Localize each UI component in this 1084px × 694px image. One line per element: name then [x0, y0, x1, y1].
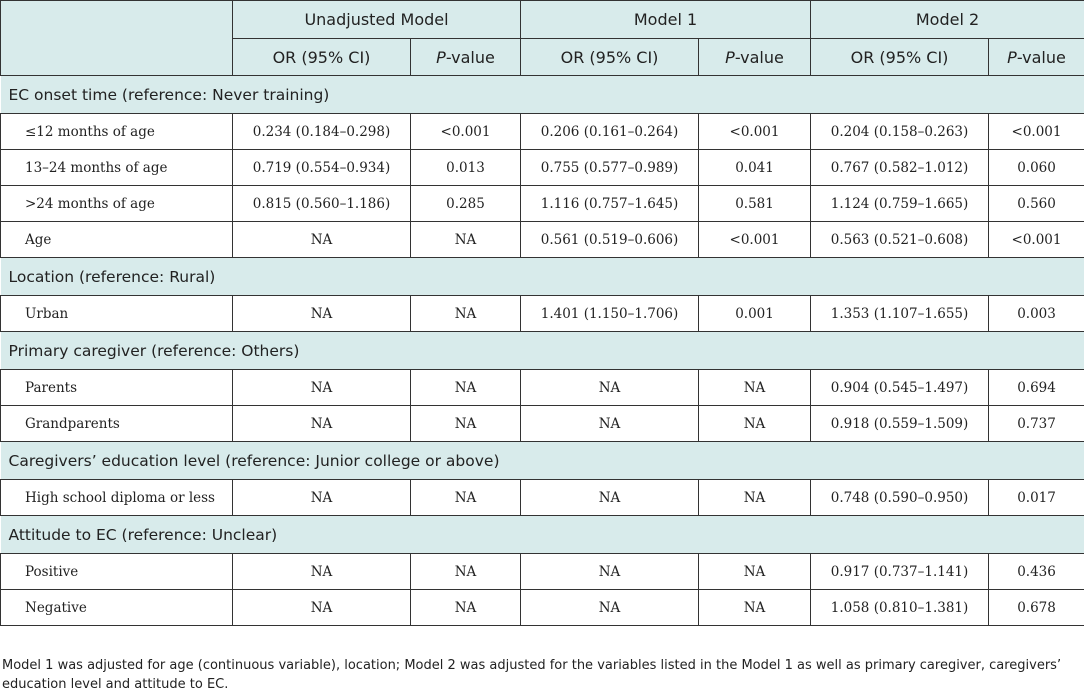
- header-model-2: Model 2: [811, 1, 1084, 39]
- or-ci-cell: 0.918 (0.559–1.509): [811, 406, 989, 442]
- or-ci-cell: NA: [521, 370, 699, 406]
- p-value-cell: NA: [699, 370, 811, 406]
- section-title: Location (reference: Rural): [1, 258, 1084, 296]
- or-ci-cell: NA: [233, 296, 411, 332]
- or-ci-cell: NA: [521, 590, 699, 626]
- p-value-cell: 0.001: [699, 296, 811, 332]
- footnote-line-2: education level and attitude to EC.: [2, 677, 229, 692]
- header-unadjusted-model: Unadjusted Model: [233, 1, 521, 39]
- row-label: ≤12 months of age: [1, 114, 233, 150]
- section-title: Attitude to EC (reference: Unclear): [1, 516, 1084, 554]
- or-ci-cell: 0.561 (0.519–0.606): [521, 222, 699, 258]
- p-value-cell: <0.001: [989, 114, 1084, 150]
- p-value-cell: NA: [411, 480, 521, 516]
- row-label: Age: [1, 222, 233, 258]
- or-ci-cell: 1.401 (1.150–1.706): [521, 296, 699, 332]
- p-value-cell: <0.001: [411, 114, 521, 150]
- section-row: [1, 516, 1084, 554]
- p-value-cell: 0.737: [989, 406, 1084, 442]
- row-label: 13–24 months of age: [1, 150, 233, 186]
- section-row: [1, 332, 1084, 370]
- or-ci-cell: 0.563 (0.521–0.608): [811, 222, 989, 258]
- p-value-cell: 0.678: [989, 590, 1084, 626]
- or-ci-cell: 0.719 (0.554–0.934): [233, 150, 411, 186]
- p-value-cell: NA: [411, 370, 521, 406]
- footnote-line-1: Model 1 was adjusted for age (continuous variable), location; Model 2 was adjusted for the variables listed in the Model 1 as well as primary caregiver, caregivers’: [2, 658, 1062, 673]
- p-value-cell: 0.041: [699, 150, 811, 186]
- header-or-ci: OR (95% CI): [811, 39, 989, 76]
- or-ci-cell: 1.116 (0.757–1.645): [521, 186, 699, 222]
- p-value-cell: NA: [699, 480, 811, 516]
- p-value-cell: 0.060: [989, 150, 1084, 186]
- section-title: Caregivers’ education level (reference: Junior college or above): [1, 442, 1084, 480]
- or-ci-cell: 0.904 (0.545–1.497): [811, 370, 989, 406]
- table-row: [1, 370, 1084, 406]
- row-label: Urban: [1, 296, 233, 332]
- p-value-cell: NA: [699, 590, 811, 626]
- or-ci-cell: NA: [233, 554, 411, 590]
- section-row: [1, 76, 1084, 114]
- or-ci-cell: NA: [233, 480, 411, 516]
- or-ci-cell: NA: [233, 590, 411, 626]
- p-value-cell: 0.581: [699, 186, 811, 222]
- p-value-cell: NA: [411, 554, 521, 590]
- table-row: [1, 222, 1084, 258]
- row-label: Positive: [1, 554, 233, 590]
- or-ci-cell: 0.767 (0.582–1.012): [811, 150, 989, 186]
- section-row: [1, 258, 1084, 296]
- table-body: [1, 76, 1084, 626]
- or-ci-cell: NA: [521, 406, 699, 442]
- p-value-cell: 0.013: [411, 150, 521, 186]
- or-ci-cell: 0.234 (0.184–0.298): [233, 114, 411, 150]
- or-ci-cell: NA: [233, 406, 411, 442]
- or-ci-cell: 0.206 (0.161–0.264): [521, 114, 699, 150]
- row-label: High school diploma or less: [1, 480, 233, 516]
- header-or-ci: OR (95% CI): [233, 39, 411, 76]
- p-value-cell: 0.017: [989, 480, 1084, 516]
- p-value-cell: NA: [699, 406, 811, 442]
- p-value-cell: <0.001: [699, 114, 811, 150]
- table-row: [1, 406, 1084, 442]
- table-footnote: [2, 656, 1084, 694]
- header-model-1: Model 1: [521, 1, 811, 39]
- p-value-cell: NA: [699, 554, 811, 590]
- section-row: [1, 442, 1084, 480]
- or-ci-cell: 1.124 (0.759–1.665): [811, 186, 989, 222]
- p-value-cell: NA: [411, 222, 521, 258]
- header-or-ci: OR (95% CI): [521, 39, 699, 76]
- p-value-cell: <0.001: [989, 222, 1084, 258]
- or-ci-cell: 0.815 (0.560–1.186): [233, 186, 411, 222]
- table-row: [1, 114, 1084, 150]
- header-p-value: P-value: [989, 39, 1084, 76]
- row-label: Negative: [1, 590, 233, 626]
- or-ci-cell: 0.204 (0.158–0.263): [811, 114, 989, 150]
- table-row: [1, 554, 1084, 590]
- row-label: Grandparents: [1, 406, 233, 442]
- header-p-value: P-value: [699, 39, 811, 76]
- row-label: >24 months of age: [1, 186, 233, 222]
- or-ci-cell: NA: [521, 480, 699, 516]
- or-ci-cell: NA: [233, 370, 411, 406]
- or-ci-cell: 1.353 (1.107–1.655): [811, 296, 989, 332]
- table-row: [1, 590, 1084, 626]
- p-value-cell: 0.560: [989, 186, 1084, 222]
- row-label: Parents: [1, 370, 233, 406]
- p-value-cell: 0.694: [989, 370, 1084, 406]
- header-corner-cell: [1, 1, 233, 76]
- p-value-cell: <0.001: [699, 222, 811, 258]
- table-row: [1, 150, 1084, 186]
- p-value-cell: 0.285: [411, 186, 521, 222]
- p-value-cell: NA: [411, 406, 521, 442]
- or-ci-cell: 1.058 (0.810–1.381): [811, 590, 989, 626]
- section-title: EC onset time (reference: Never training): [1, 76, 1084, 114]
- table-row: [1, 296, 1084, 332]
- or-ci-cell: 0.748 (0.590–0.950): [811, 480, 989, 516]
- p-value-cell: 0.003: [989, 296, 1084, 332]
- p-value-cell: 0.436: [989, 554, 1084, 590]
- header-p-value: P-value: [411, 39, 521, 76]
- or-ci-cell: NA: [233, 222, 411, 258]
- or-ci-cell: 0.917 (0.737–1.141): [811, 554, 989, 590]
- p-value-cell: NA: [411, 296, 521, 332]
- or-ci-cell: 0.755 (0.577–0.989): [521, 150, 699, 186]
- table-row: [1, 186, 1084, 222]
- p-value-cell: NA: [411, 590, 521, 626]
- table-row: [1, 480, 1084, 516]
- or-ci-cell: NA: [521, 554, 699, 590]
- section-title: Primary caregiver (reference: Others): [1, 332, 1084, 370]
